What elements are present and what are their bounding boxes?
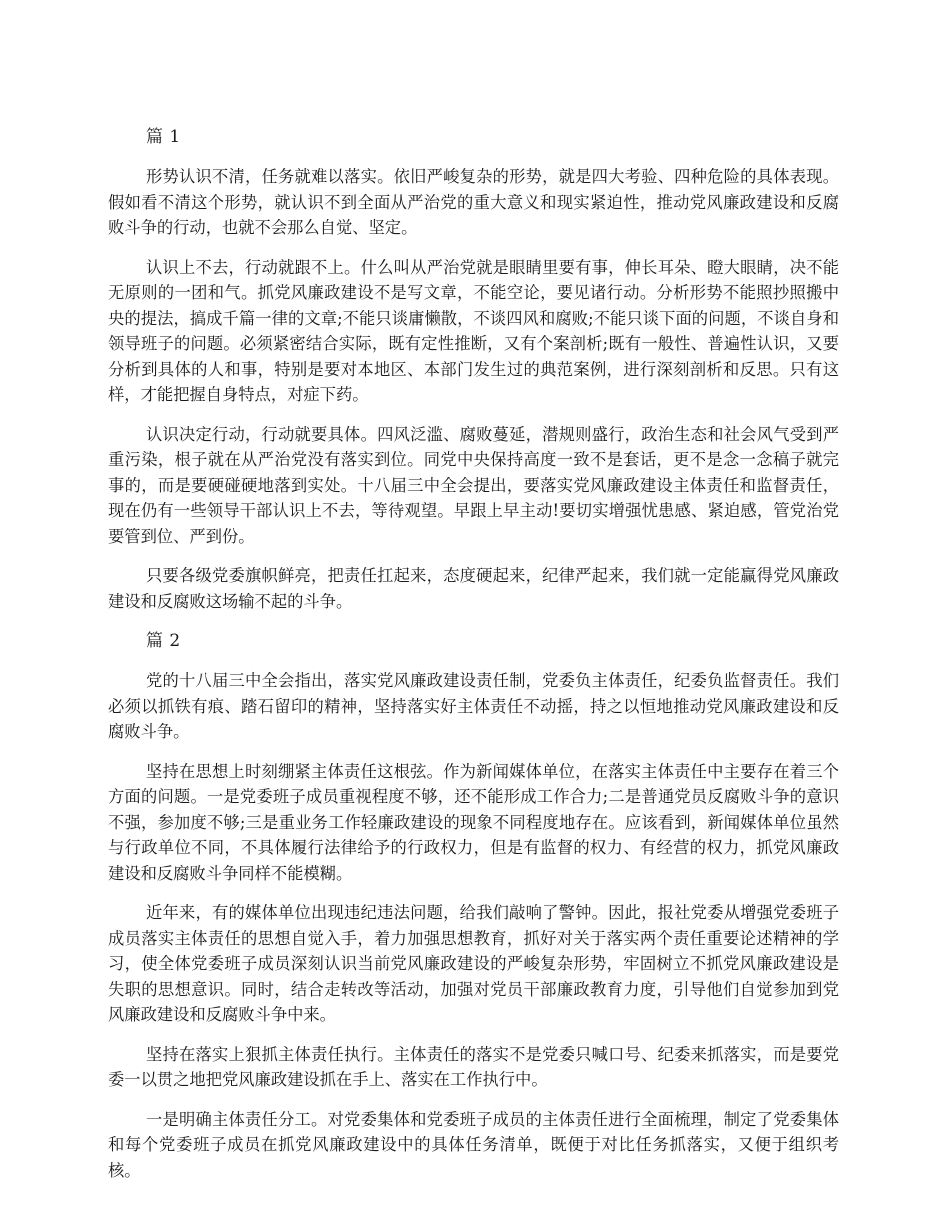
- document-body: [108, 124, 839, 1197]
- paragraph: 坚持在思想上时刻绷紧主体责任这根弦。作为新闻媒体单位，在落实主体责任中主要存在着三个方面的问题。一是党委班子成员重视程度不够，还不能形成工作合力;二是普通党员反腐败斗争的意识不强，参加度不够;三是重业务工作轻廉政建设的现象不同程度地存在。应该看到，新闻媒体单位虽然与行政单位不同，不具体履行法律给予的行政权力，但是有监督的权力、有经营的权力，抓党风廉政建设和反腐败斗争同样不能模糊。: [108, 761, 839, 883]
- paragraph: 只要各级党委旗帜鲜亮，把责任扛起来，态度硬起来，纪律严起来，我们就一定能赢得党风廉政建设和反腐败这场输不起的斗争。: [108, 566, 839, 611]
- paragraph: 党的十八届三中全会指出，落实党风廉政建设责任制，党委负主体责任，纪委负监督责任。我们必须以抓铁有痕、踏石留印的精神，坚持落实好主体责任不动摇，持之以恒地推动党风廉政建设和反腐败斗争。: [108, 671, 839, 741]
- section-2: [108, 628, 839, 1183]
- paragraph: 认识上不去，行动就跟不上。什么叫从严治党就是眼睛里要有事，伸长耳朵、瞪大眼睛，决不能无原则的一团和气。抓党风廉政建设不是写文章，不能空论，要见诸行动。分析形势不能照抄照搬中央的提法，搞成千篇一律的文章;不能只谈庸懒散，不谈四风和腐败;不能只谈下面的问题，不谈自身和领导班子的问题。必须紧密结合实际，既有定性推断，又有个案剖析;既有一般性、普遍性认识，又要分析到具体的人和事，特别是要对本地区、本部门发生过的典范案例，进行深刻剖析和反思。只有这样，才能把握自身特点，对症下药。: [108, 257, 839, 404]
- paragraph: 近年来，有的媒体单位出现违纪违法问题，给我们敲响了警钟。因此，报社党委从增强党委班子成员落实主体责任的思想自觉入手，着力加强思想教育，抓好对关于落实两个责任重要论述精神的学习，使全体党委班子成员深刻认识当前党风廉政建设的严峻复杂形势，牢固树立不抓党风廉政建设是失职的思想意识。同时，结合走转改等活动，加强对党员干部廉政教育力度，引导他们自觉参加到党风廉政建设和反腐败斗争中来。: [108, 903, 839, 1024]
- paragraph: 一是明确主体责任分工。对党委集体和党委班子成员的主体责任进行全面梳理，制定了党委集体和每个党委班子成员在抓党风廉政建设中的具体任务清单，既便于对比任务抓落实，又便于组织考核。: [108, 1109, 839, 1180]
- section-heading: 篇 2: [146, 631, 181, 651]
- section-1: [108, 124, 839, 614]
- section-heading: 篇 1: [146, 127, 181, 147]
- paragraph: 坚持在落实上狠抓主体责任执行。主体责任的落实不是党委只喊口号、纪委来抓落实，而是要党委一以贯之地把党风廉政建设抓在手上、落实在工作执行中。: [108, 1044, 839, 1089]
- paragraph: 认识决定行动，行动就要具体。四风泛滥、腐败蔓延，潜规则盛行，政治生态和社会风气受到严重污染，根子就在从严治党没有落实到位。同党中央保持高度一致不是套话，更不是念一念稿子就完事的，而是要硬碰硬地落到实处。十八届三中全会提出，要落实党风廉政建设主体责任和监督责任，现在仍有一些领导干部认识上不去，等待观望。早跟上早主动!要切实增强忧患感、紧迫感，管党治党要管到位、严到份。: [108, 424, 839, 546]
- paragraph: 形势认识不清，任务就难以落实。依旧严峻复杂的形势，就是四大考验、四种危险的具体表现。假如看不清这个形势，就认识不到全面从严治党的重大意义和现实紧迫性，推动党风廉政建设和反腐败斗争的行动，也就不会那么自觉、坚定。: [108, 167, 839, 237]
